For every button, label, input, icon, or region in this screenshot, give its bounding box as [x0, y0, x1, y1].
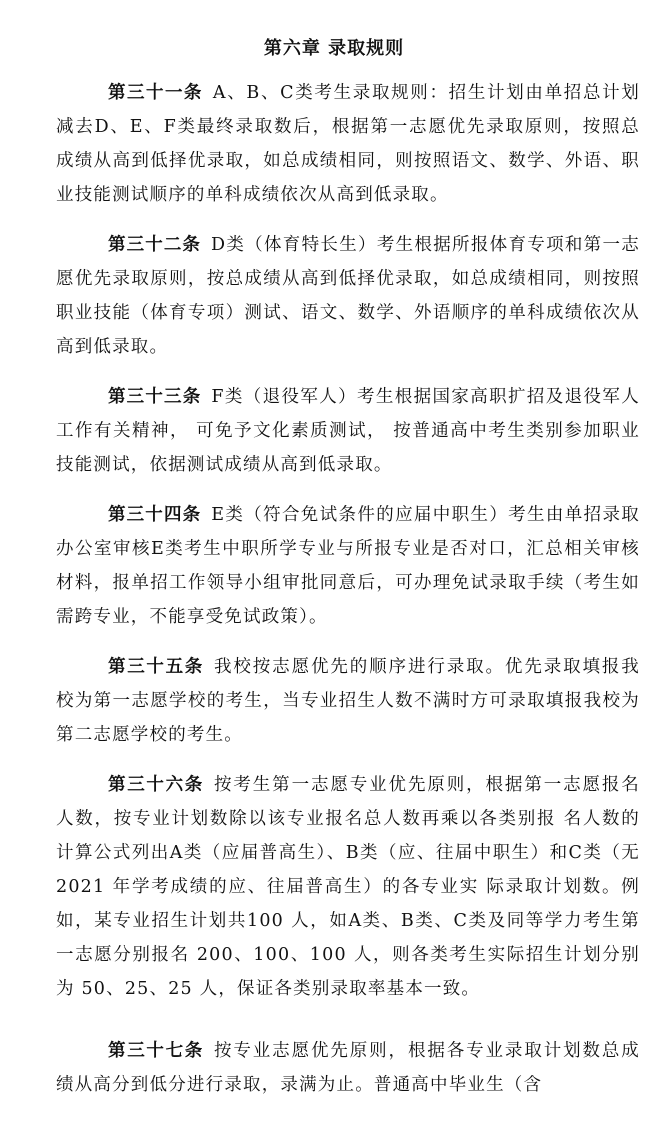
article-35: [56, 650, 640, 752]
article-text: A、B、C类考生录取规则：招生计划由单招总计划减去D、E、F类最终录取数后，根据第一志愿优先录取原则，按照总成绩从高到低择优录取，如总成绩相同，则按照语文、数学、外语、职业技能测试顺序的单科成绩依次从高到低录取。: [56, 83, 641, 205]
article-31: [56, 76, 640, 212]
article-number: 第三十三条: [108, 387, 202, 407]
article-number: 第三十二条: [108, 235, 202, 255]
article-32: [56, 228, 640, 364]
chapter-title: 第六章 录取规则: [263, 38, 405, 59]
article-33: [56, 380, 640, 482]
article-text: 按考生第一志愿专业优先原则，根据第一志愿报名人数，按专业计划数除以该专业报名总人数再乘以各类别报 名人数的计算公式列出A类（应届普高生）、B类（应、往届中职生）和C类（无 2021 年学考成绩的应、往届普高生）的各专业实 际录取计划数。例如，某专业招生计划共100 人，如A类、B类、C类及同等学力考生第一志愿分别报名 200、100、100 人，则各类考生实际招生计划分别为 50、25、25 人，保证各类别录取率基本一致。: [56, 775, 640, 999]
article-number: 第三十四条: [108, 505, 202, 525]
article-34: [56, 498, 640, 634]
article-text: E类（符合免试条件的应届中职生）考生由单招录取办公室审核E类考生中职所学专业与所报专业是否对口，汇总相关审核材料，报单招工作领导小组审批同意后，可办理免试录取手续（考生如需跨专业，不能享受免试政策）。: [56, 505, 640, 627]
article-text: 按专业志愿优先原则，根据各专业录取计划数总成绩从高分到低分进行录取，录满为止。普通高中毕业生（含: [56, 1041, 640, 1095]
article-text: D类（体育特长生）考生根据所报体育专项和第一志愿优先录取原则，按总成绩从高到低择优录取，如总成绩相同，则按照职业技能（体育专项）测试、语文、数学、外语顺序的单科成绩依次从高到低录取。: [56, 235, 640, 357]
article-number: 第三十六条: [108, 775, 204, 795]
article-number: 第三十一条: [108, 83, 203, 103]
article-text: 我校按志愿优先的顺序进行录取。优先录取填报我校为第一志愿学校的考生，当专业招生人数不满时方可录取填报我校为第二志愿学校的考生。: [56, 657, 640, 745]
article-number: 第三十七条: [108, 1041, 204, 1061]
article-36: [56, 768, 640, 1006]
article-number: 第三十五条: [108, 657, 204, 677]
article-text: F类（退役军人）考生根据国家高职扩招及退役军人工作有关精神， 可免予文化素质测试， 按普通高中考生类别参加职业技能测试，依据测试成绩从高到低录取。: [56, 387, 641, 475]
article-37: [56, 1034, 640, 1102]
